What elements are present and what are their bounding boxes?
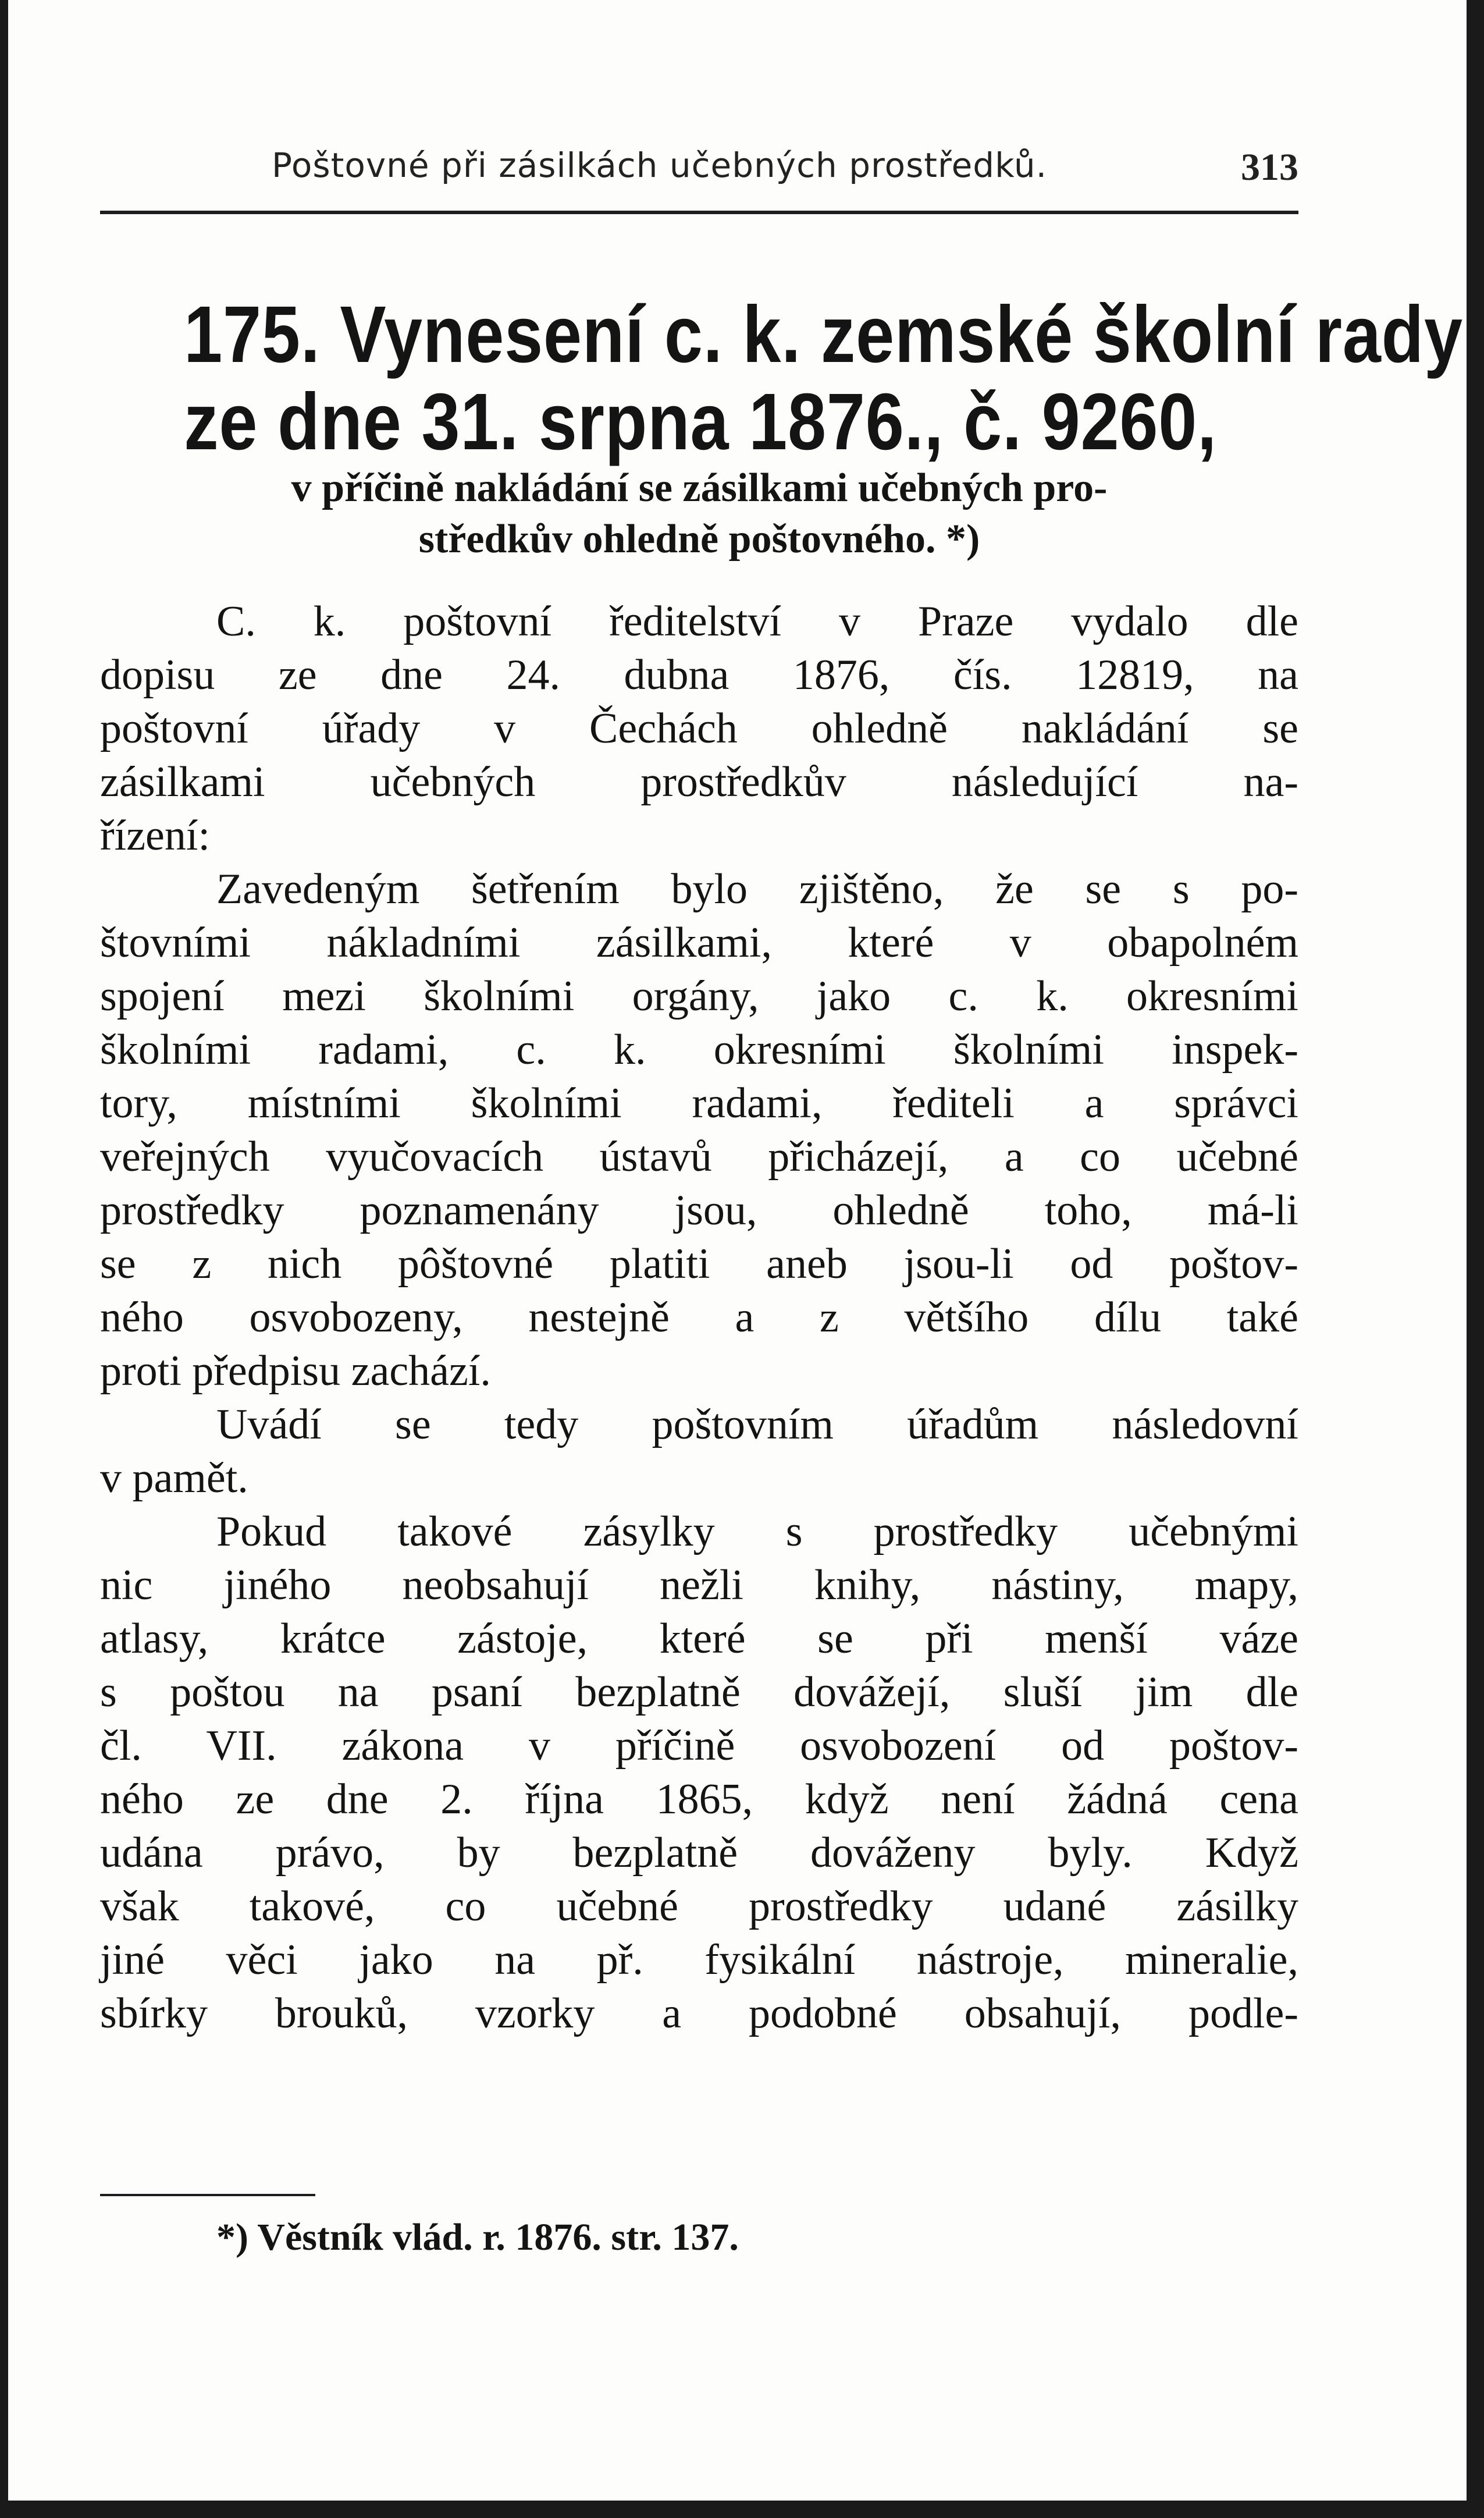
body-line-7: štovními nákladními zásilkami, které v obapolném xyxy=(100,919,1298,967)
body-line-21: s poštou na psaní bezplatně dovážejí, sluší jim dle xyxy=(100,1668,1298,1716)
body-line-10: tory, místními školními radami, řediteli a správci xyxy=(100,1079,1298,1127)
subheading-line-2: středkův ohledně poštovného. *) xyxy=(418,517,980,562)
footnote-rule xyxy=(100,2194,315,2196)
subheading-line-1: v příčině nakládání se zásilkami učebných pro- xyxy=(291,466,1108,510)
body-line-20: atlasy, krátce zástoje, které se při menší váze xyxy=(100,1615,1298,1663)
body-line-5: řízení: xyxy=(100,812,211,860)
body-line-12: prostředky poznamenány jsou, ohledně toho, má-li xyxy=(100,1187,1298,1234)
body-line-3: poštovní úřady v Čechách ohledně nakládání se xyxy=(100,705,1298,752)
scan-edge-bottom xyxy=(0,2501,1484,2518)
body-line-9: školními radami, c. k. okresními školními inspek- xyxy=(100,1026,1298,1074)
page-number: 313 xyxy=(1241,146,1298,189)
body-line-16: Uvádí se tedy poštovním úřadům následovní xyxy=(216,1401,1298,1448)
body-line-23: ného ze dne 2. října 1865, když není žádná cena xyxy=(100,1775,1298,1823)
body-line-22: čl. VII. zákona v příčině osvobození od poštov- xyxy=(100,1722,1298,1770)
body-line-18: Pokud takové zásylky s prostředky učebnými xyxy=(216,1508,1298,1555)
running-head xyxy=(100,145,1298,198)
body-line-27: sbírky brouků, vzorky a podobné obsahují, podle- xyxy=(100,1990,1298,2037)
body-line-4: zásilkami učebných prostředkův následující na- xyxy=(100,758,1298,806)
scan-edge-right xyxy=(1467,0,1484,2518)
body-line-14: ného osvobozeny, nestejně a z většího dílu také xyxy=(100,1294,1298,1341)
header-rule xyxy=(100,211,1298,214)
footnote: *) Věstník vlád. r. 1876. str. 137. xyxy=(216,2216,739,2258)
section-heading xyxy=(184,290,1463,467)
section-subheading xyxy=(100,463,1298,565)
body-line-11: veřejných vyučovacích ústavů přicházejí, a co učebné xyxy=(100,1133,1298,1181)
body-line-24: udána právo, by bezplatně dováženy byly. Když xyxy=(100,1829,1298,1877)
body-line-26: jiné věci jako na př. fysikální nástroje, mineralie, xyxy=(100,1936,1298,1984)
scan-edge-left xyxy=(0,0,8,2518)
body-line-17: v pamět. xyxy=(100,1454,248,1502)
body-line-15: proti předpisu zachází. xyxy=(100,1347,491,1395)
body-line-13: se z nich pôštovné platiti aneb jsou-li od poštov- xyxy=(100,1240,1298,1288)
body-line-19: nic jiného neobsahují nežli knihy, nástiny, mapy, xyxy=(100,1561,1298,1609)
body-line-25: však takové, co učebné prostředky udané zásilky xyxy=(100,1883,1298,1930)
body-line-8: spojení mezi školními orgány, jako c. k. okresními xyxy=(100,972,1298,1020)
body-line-6: Zavedeným šetřením bylo zjištěno, že se s po- xyxy=(216,865,1298,913)
body-line-2: dopisu ze dne 24. dubna 1876, čís. 12819, na xyxy=(100,651,1298,699)
body-line-1: C. k. poštovní ředitelství v Praze vydalo dle xyxy=(216,598,1298,645)
body-text xyxy=(100,595,1298,2040)
running-title: Poštovné při zásilkách učebných prostředků. xyxy=(272,145,1048,185)
heading-line-1: 175. Vynesení c. k. zemské školní rady xyxy=(184,290,1463,379)
heading-line-2: ze dne 31. srpna 1876., č. 9260, xyxy=(184,377,1217,467)
